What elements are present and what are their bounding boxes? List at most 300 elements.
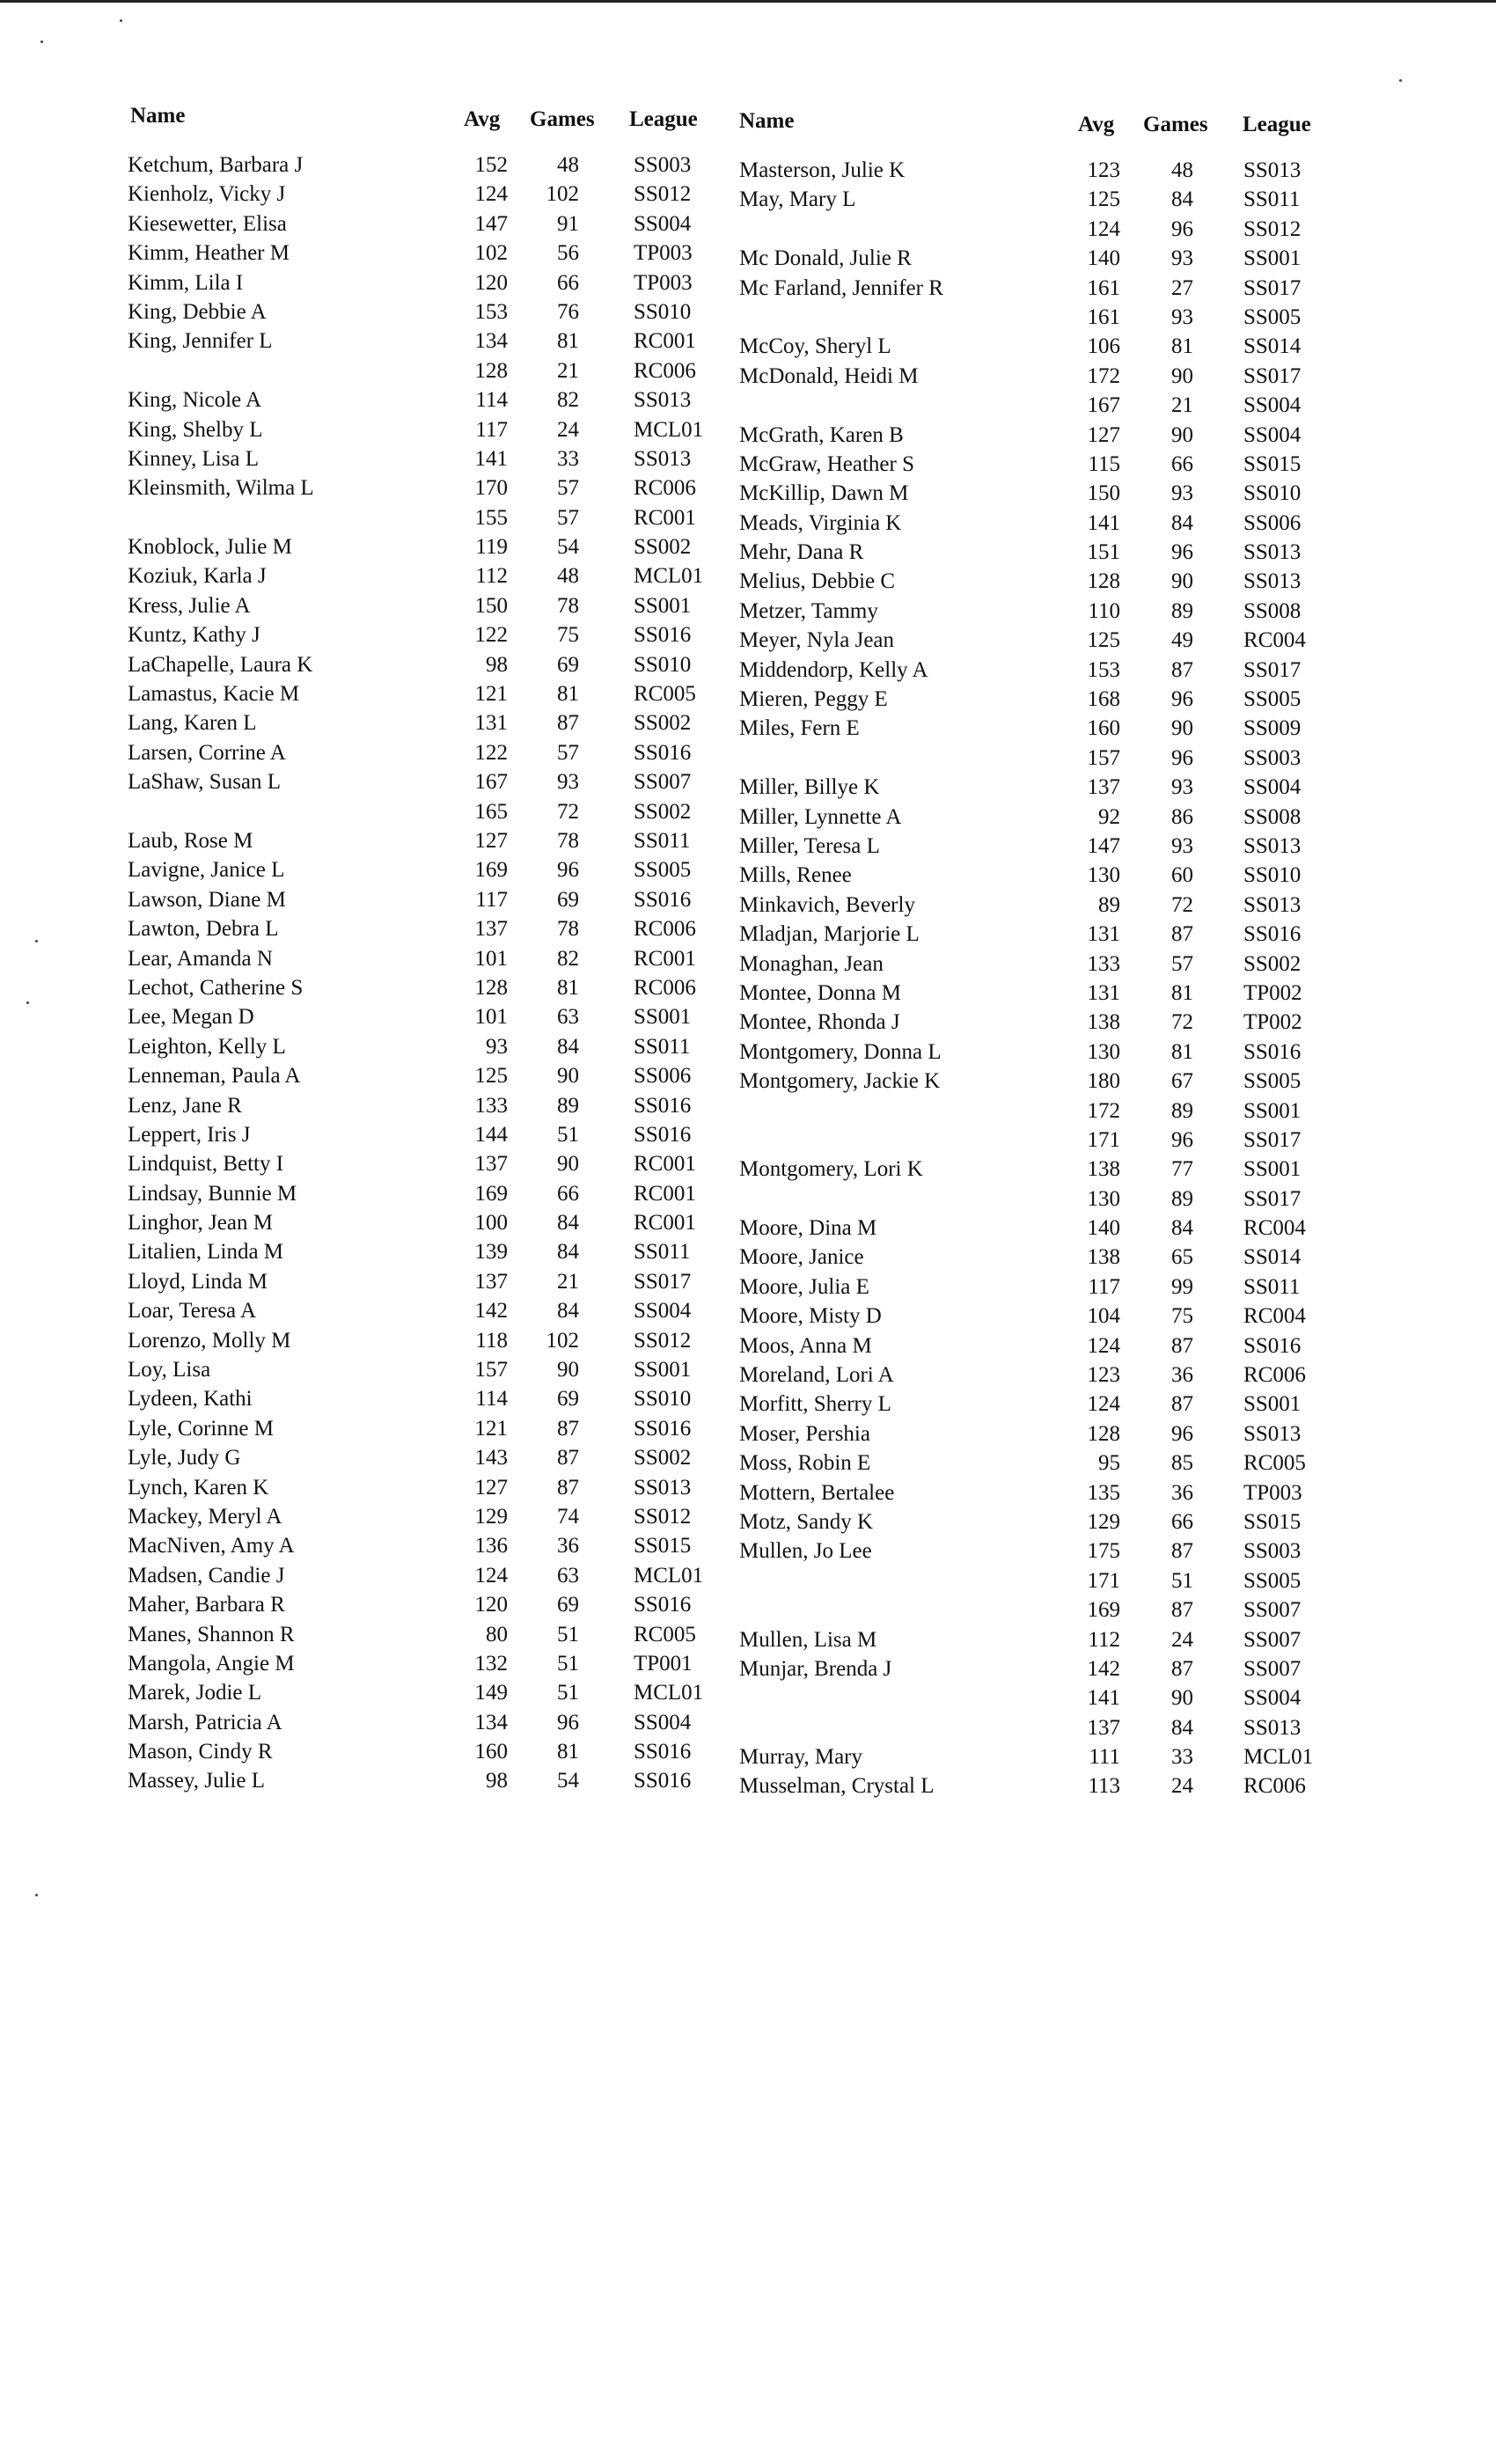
row-name: Lang, Karen L xyxy=(128,711,257,736)
row-games: 24 xyxy=(1171,1774,1193,1799)
row-avg: 138 xyxy=(1087,1157,1120,1182)
row-name: Lloyd, Linda M xyxy=(128,1269,268,1294)
row-league: TP001 xyxy=(634,1651,693,1676)
row-games: 63 xyxy=(557,1005,579,1030)
row-avg: 117 xyxy=(475,417,508,442)
scan-speck xyxy=(26,1001,29,1004)
row-games: 75 xyxy=(1171,1304,1193,1329)
row-avg: 118 xyxy=(475,1328,508,1353)
row-league: TP003 xyxy=(1243,1480,1302,1505)
row-games: 60 xyxy=(1171,863,1193,888)
row-name: Lawton, Debra L xyxy=(128,917,279,942)
row-games: 87 xyxy=(1171,657,1193,682)
row-league: SS006 xyxy=(1243,510,1302,535)
row-name: Meyer, Nyla Jean xyxy=(739,628,895,653)
row-name: Mason, Cindy R xyxy=(128,1740,273,1764)
row-league: SS016 xyxy=(634,623,692,648)
row-league: SS005 xyxy=(1243,304,1302,329)
row-league: SS004 xyxy=(634,1299,692,1324)
row-avg: 123 xyxy=(1087,1363,1120,1388)
row-name: Marsh, Patricia A xyxy=(128,1710,282,1734)
row-name: Montee, Donna M xyxy=(739,980,901,1005)
row-avg: 124 xyxy=(474,182,508,207)
row-games: 90 xyxy=(1171,422,1193,447)
table-row xyxy=(0,1771,1496,1800)
row-games: 66 xyxy=(557,1181,579,1206)
row-avg: 137 xyxy=(474,917,508,942)
row-games: 51 xyxy=(557,1622,579,1646)
row-name: Monaghan, Jean xyxy=(739,951,884,976)
row-name: Massey, Julie L xyxy=(128,1769,265,1793)
row-avg: 121 xyxy=(474,682,508,707)
table-row xyxy=(0,1595,1496,1624)
row-avg: 120 xyxy=(474,1593,508,1617)
row-league: SS013 xyxy=(1243,1421,1302,1446)
row-avg: 167 xyxy=(474,770,508,795)
table-row xyxy=(0,1419,1496,1448)
row-name: Mangola, Angie M xyxy=(128,1651,295,1676)
row-league: SS017 xyxy=(1243,363,1302,388)
row-name: Larsen, Corrine A xyxy=(128,740,286,765)
row-league: SS007 xyxy=(1243,1656,1302,1681)
row-league: SS005 xyxy=(634,858,692,883)
row-name: Lavigne, Janice L xyxy=(128,858,285,883)
row-avg: 127 xyxy=(474,1475,508,1500)
row-name: LaShaw, Susan L xyxy=(128,770,282,795)
row-name: Miller, Billye K xyxy=(739,775,880,800)
row-avg: 124 xyxy=(1087,216,1120,241)
row-avg: 104 xyxy=(1087,1304,1120,1329)
row-games: 54 xyxy=(557,1769,579,1793)
row-games: 24 xyxy=(557,417,579,442)
row-games: 102 xyxy=(546,1328,579,1353)
row-name: McGrath, Karen B xyxy=(739,422,904,447)
row-league: SS005 xyxy=(1243,687,1302,712)
row-games: 84 xyxy=(1171,1216,1193,1241)
row-name: Kress, Julie A xyxy=(128,593,251,618)
row-name: Moos, Anna M xyxy=(739,1333,872,1358)
row-name: Montgomery, Donna L xyxy=(739,1039,942,1064)
row-avg: 169 xyxy=(474,858,508,883)
row-avg: 98 xyxy=(486,652,508,677)
row-avg: 149 xyxy=(474,1681,508,1705)
row-name: Kuntz, Kathy J xyxy=(128,623,260,648)
row-games: 48 xyxy=(557,153,579,177)
row-games: 90 xyxy=(557,1358,579,1382)
row-league: TP003 xyxy=(634,241,693,266)
row-league: SS010 xyxy=(634,1387,692,1412)
header-name: Name xyxy=(739,109,795,133)
row-avg: 180 xyxy=(1087,1069,1120,1094)
table-row xyxy=(0,1214,1496,1243)
row-games: 74 xyxy=(557,1504,579,1529)
row-name: Moser, Pershia xyxy=(739,1421,870,1446)
row-name: Marek, Jodie L xyxy=(128,1681,262,1705)
row-games: 66 xyxy=(557,270,579,295)
row-league: SS012 xyxy=(634,182,692,207)
table-row xyxy=(0,479,1496,508)
row-league: RC006 xyxy=(634,476,696,501)
table-row xyxy=(0,1654,1496,1683)
table-row xyxy=(0,1566,1496,1595)
row-name: Lamastus, Kacie M xyxy=(128,682,300,707)
row-games: 96 xyxy=(1171,1127,1193,1152)
row-games: 51 xyxy=(557,1681,579,1705)
table-row xyxy=(0,244,1496,273)
row-league: SS001 xyxy=(634,1358,692,1382)
row-games: 87 xyxy=(557,1475,579,1500)
row-games: 63 xyxy=(557,1563,579,1588)
row-name: Masterson, Julie K xyxy=(739,158,906,182)
row-league: MCL01 xyxy=(634,1563,704,1588)
row-league: RC001 xyxy=(634,1181,696,1206)
scan-speck xyxy=(1399,79,1402,82)
row-name: Moreland, Lori A xyxy=(739,1363,894,1388)
row-name: Leighton, Kelly L xyxy=(128,1034,286,1059)
row-games: 84 xyxy=(1171,1715,1193,1740)
row-avg: 125 xyxy=(474,1064,508,1089)
row-name: King, Shelby L xyxy=(128,417,263,442)
row-league: MCL01 xyxy=(634,1681,704,1705)
row-avg: 141 xyxy=(1087,1686,1120,1711)
row-games: 90 xyxy=(557,1152,579,1177)
row-avg: 133 xyxy=(1087,951,1120,976)
row-name: Leppert, Iris J xyxy=(128,1122,251,1147)
row-avg: 147 xyxy=(474,211,508,236)
table-row xyxy=(0,744,1496,773)
row-avg: 127 xyxy=(474,828,508,853)
row-league: RC001 xyxy=(634,1152,696,1177)
row-games: 48 xyxy=(1171,158,1193,182)
row-games: 85 xyxy=(1171,1451,1193,1476)
row-games: 66 xyxy=(1171,1509,1193,1534)
row-name: Manes, Shannon R xyxy=(128,1622,295,1646)
row-league: SS010 xyxy=(1243,863,1302,888)
row-games: 96 xyxy=(557,858,579,883)
row-name: Middendorp, Kelly A xyxy=(739,657,928,682)
row-games: 87 xyxy=(557,1416,579,1441)
row-league: RC001 xyxy=(634,1211,696,1236)
row-avg: 122 xyxy=(474,623,508,648)
table-row xyxy=(0,391,1496,420)
row-league: SS010 xyxy=(634,299,692,324)
row-name: Mullen, Jo Lee xyxy=(739,1539,872,1564)
row-league: SS004 xyxy=(634,1710,692,1734)
table-row xyxy=(0,861,1496,890)
row-name: Lynch, Karen K xyxy=(128,1475,269,1500)
row-games: 93 xyxy=(1171,246,1193,271)
row-games: 84 xyxy=(557,1034,579,1059)
row-name: May, Mary L xyxy=(739,187,856,212)
row-games: 87 xyxy=(1171,1656,1193,1681)
row-league: SS004 xyxy=(1243,1686,1302,1711)
row-name: Moore, Janice xyxy=(739,1245,864,1270)
row-avg: 123 xyxy=(1087,158,1120,182)
row-name: Mieren, Peggy E xyxy=(739,687,888,712)
row-league: RC004 xyxy=(1243,1216,1306,1241)
row-avg: 80 xyxy=(486,1622,508,1646)
table-row xyxy=(0,1742,1496,1771)
row-league: SS016 xyxy=(634,1740,692,1764)
row-games: 84 xyxy=(1171,187,1193,212)
row-league: RC001 xyxy=(634,329,696,354)
row-avg: 139 xyxy=(474,1240,508,1265)
row-name: Moore, Julia E xyxy=(739,1274,869,1299)
row-avg: 153 xyxy=(1087,657,1120,682)
row-league: RC001 xyxy=(634,505,696,530)
row-avg: 128 xyxy=(474,358,508,383)
row-league: SS010 xyxy=(634,652,692,677)
row-league: SS014 xyxy=(1243,334,1302,359)
row-avg: 128 xyxy=(1087,1421,1120,1446)
table-row xyxy=(0,803,1496,832)
row-name: Moore, Dina M xyxy=(739,1216,877,1241)
row-avg: 155 xyxy=(474,505,508,530)
row-league: SS002 xyxy=(634,711,692,736)
row-league: SS002 xyxy=(634,1446,692,1470)
row-avg: 168 xyxy=(1087,687,1120,712)
row-avg: 98 xyxy=(486,1769,508,1793)
row-avg: 128 xyxy=(1087,569,1120,594)
row-avg: 160 xyxy=(474,1740,508,1764)
header-name: Name xyxy=(130,104,186,128)
row-league: SS007 xyxy=(634,770,692,795)
table-row xyxy=(0,538,1496,567)
row-name: Laub, Rose M xyxy=(128,828,253,853)
row-games: 69 xyxy=(557,1387,579,1412)
row-avg: 101 xyxy=(474,946,508,971)
row-games: 90 xyxy=(1171,716,1193,741)
row-avg: 142 xyxy=(474,1299,508,1324)
row-league: SS002 xyxy=(634,799,692,824)
row-league: RC005 xyxy=(1243,1451,1306,1476)
row-league: SS004 xyxy=(634,211,692,236)
row-games: 84 xyxy=(557,1299,579,1324)
table-row xyxy=(0,1625,1496,1654)
row-league: SS001 xyxy=(1243,1157,1302,1182)
row-avg: 172 xyxy=(1087,1098,1120,1123)
row-league: SS011 xyxy=(634,1240,691,1265)
row-league: SS015 xyxy=(1243,1509,1302,1534)
row-games: 66 xyxy=(1171,451,1193,476)
row-avg: 112 xyxy=(475,564,508,589)
table-row xyxy=(0,1507,1496,1536)
row-avg: 133 xyxy=(474,1093,508,1118)
row-name: Miles, Fern E xyxy=(739,716,860,741)
row-name: Kimm, Lila I xyxy=(128,270,244,295)
row-name: McCoy, Sheryl L xyxy=(739,334,891,359)
header-avg: Avg xyxy=(1078,113,1115,136)
row-games: 82 xyxy=(557,388,579,413)
row-games: 93 xyxy=(1171,833,1193,858)
row-avg: 171 xyxy=(1087,1568,1120,1593)
row-avg: 143 xyxy=(474,1446,508,1470)
row-avg: 147 xyxy=(1087,833,1120,858)
row-games: 69 xyxy=(557,887,579,912)
row-games: 21 xyxy=(557,1269,579,1294)
row-league: SS013 xyxy=(634,388,692,413)
row-name: Madsen, Candie J xyxy=(128,1563,285,1588)
row-games: 75 xyxy=(557,623,579,648)
row-name: Lee, Megan D xyxy=(128,1005,254,1030)
row-games: 89 xyxy=(557,1093,579,1118)
table-row xyxy=(0,1478,1496,1507)
row-league: MCL01 xyxy=(634,564,704,589)
row-league: SS013 xyxy=(634,446,692,471)
scan-speck xyxy=(40,40,43,43)
table-row xyxy=(0,950,1496,979)
row-name: LaChapelle, Laura K xyxy=(128,652,313,677)
row-games: 89 xyxy=(1171,598,1193,623)
row-avg: 157 xyxy=(474,1358,508,1382)
row-games: 96 xyxy=(1171,540,1193,565)
row-name: Meads, Virginia K xyxy=(739,510,902,535)
row-league: SS012 xyxy=(1243,216,1302,241)
row-name: Ketchum, Barbara J xyxy=(128,153,304,177)
row-avg: 127 xyxy=(1087,422,1120,447)
table-row xyxy=(0,362,1496,391)
row-games: 36 xyxy=(557,1534,579,1558)
row-games: 67 xyxy=(1171,1069,1193,1094)
row-league: SS005 xyxy=(1243,1069,1302,1094)
row-name: Metzer, Tammy xyxy=(739,598,878,623)
row-name: McDonald, Heidi M xyxy=(739,363,919,388)
header-games: Games xyxy=(530,107,595,131)
row-league: SS016 xyxy=(634,887,692,912)
row-league: SS016 xyxy=(634,1122,692,1147)
row-games: 69 xyxy=(557,1593,579,1617)
row-games: 33 xyxy=(1171,1745,1193,1770)
row-name: Lechot, Catherine S xyxy=(128,975,304,1000)
row-league: SS011 xyxy=(634,828,691,853)
row-league: MCL01 xyxy=(634,417,704,442)
table-row xyxy=(0,1331,1496,1360)
row-games: 72 xyxy=(1171,892,1193,917)
table-row xyxy=(0,1243,1496,1272)
row-name: Lawson, Diane M xyxy=(128,887,286,912)
row-name: Munjar, Brenda J xyxy=(739,1656,892,1681)
table-row xyxy=(0,1067,1496,1096)
row-games: 81 xyxy=(557,329,579,354)
table-row xyxy=(0,185,1496,214)
row-games: 87 xyxy=(1171,1539,1193,1564)
row-avg: 169 xyxy=(1087,1598,1120,1623)
row-games: 56 xyxy=(557,241,579,266)
row-league: SS004 xyxy=(1243,775,1302,800)
table-row xyxy=(0,1096,1496,1126)
row-games: 57 xyxy=(557,476,579,501)
row-name: King, Nicole A xyxy=(128,388,262,413)
row-games: 99 xyxy=(1171,1274,1193,1299)
row-league: RC005 xyxy=(634,1622,696,1646)
row-league: SS007 xyxy=(1243,1627,1302,1652)
row-games: 87 xyxy=(1171,1598,1193,1623)
row-name: Mottern, Bertalee xyxy=(739,1480,895,1505)
page-top-border xyxy=(0,0,1496,3)
table-row xyxy=(0,685,1496,714)
row-league: SS006 xyxy=(634,1064,692,1089)
row-games: 89 xyxy=(1171,1098,1193,1123)
row-league: SS016 xyxy=(1243,922,1302,947)
row-league: SS008 xyxy=(1243,804,1302,829)
row-name: Montee, Rhonda J xyxy=(739,1010,900,1035)
row-avg: 110 xyxy=(1088,598,1120,623)
row-name: Lindsay, Bunnie M xyxy=(128,1181,297,1206)
row-avg: 120 xyxy=(474,270,508,295)
row-league: RC006 xyxy=(1243,1363,1306,1388)
row-games: 87 xyxy=(1171,1333,1193,1358)
row-league: SS017 xyxy=(1243,657,1302,682)
row-avg: 100 xyxy=(474,1211,508,1236)
row-avg: 131 xyxy=(1087,980,1120,1005)
row-games: 91 xyxy=(557,211,579,236)
row-league: SS013 xyxy=(1243,1715,1302,1740)
row-avg: 106 xyxy=(1087,334,1120,359)
row-name: Lyle, Corinne M xyxy=(128,1416,274,1441)
row-games: 96 xyxy=(1171,216,1193,241)
row-avg: 138 xyxy=(1087,1245,1120,1270)
row-league: SS001 xyxy=(634,1005,692,1030)
row-name: Kienholz, Vicky J xyxy=(128,182,286,207)
row-name: Mills, Renee xyxy=(739,863,852,888)
table-row xyxy=(0,714,1496,743)
row-games: 96 xyxy=(1171,745,1193,770)
row-name: Moss, Robin E xyxy=(739,1451,871,1476)
table-row xyxy=(0,920,1496,949)
row-avg: 169 xyxy=(474,1181,508,1206)
row-games: 51 xyxy=(1171,1568,1193,1593)
row-avg: 136 xyxy=(474,1534,508,1558)
row-games: 81 xyxy=(557,1740,579,1764)
row-games: 87 xyxy=(557,711,579,736)
row-avg: 150 xyxy=(474,593,508,618)
row-games: 86 xyxy=(1171,804,1193,829)
row-league: SS004 xyxy=(1243,393,1302,418)
right-table-body xyxy=(0,156,1496,1801)
row-avg: 132 xyxy=(474,1651,508,1676)
row-avg: 144 xyxy=(474,1122,508,1147)
row-league: SS013 xyxy=(1243,569,1302,594)
row-games: 51 xyxy=(557,1651,579,1676)
row-name: Montgomery, Jackie K xyxy=(739,1069,941,1094)
row-name: Kinney, Lisa L xyxy=(128,446,260,471)
table-row xyxy=(0,891,1496,920)
row-league: SS016 xyxy=(1243,1039,1302,1064)
row-league: RC001 xyxy=(634,946,696,971)
table-row xyxy=(0,332,1496,361)
row-avg: 151 xyxy=(1087,540,1120,565)
row-avg: 125 xyxy=(1087,187,1120,212)
row-avg: 129 xyxy=(474,1504,508,1529)
header-league: League xyxy=(1243,113,1311,136)
row-games: 81 xyxy=(1171,334,1193,359)
row-avg: 117 xyxy=(475,887,508,912)
row-games: 21 xyxy=(1171,393,1193,418)
row-avg: 157 xyxy=(1087,745,1120,770)
row-games: 84 xyxy=(1171,510,1193,535)
row-league: SS002 xyxy=(634,535,692,560)
row-avg: 165 xyxy=(474,799,508,824)
row-league: TP003 xyxy=(634,270,693,295)
table-row xyxy=(0,832,1496,861)
row-avg: 102 xyxy=(474,241,508,266)
table-row xyxy=(0,450,1496,479)
row-games: 69 xyxy=(557,652,579,677)
row-games: 87 xyxy=(1171,1392,1193,1417)
row-name: Mladjan, Marjorie L xyxy=(739,922,920,947)
row-league: SS003 xyxy=(1243,745,1302,770)
row-avg: 134 xyxy=(474,1710,508,1734)
